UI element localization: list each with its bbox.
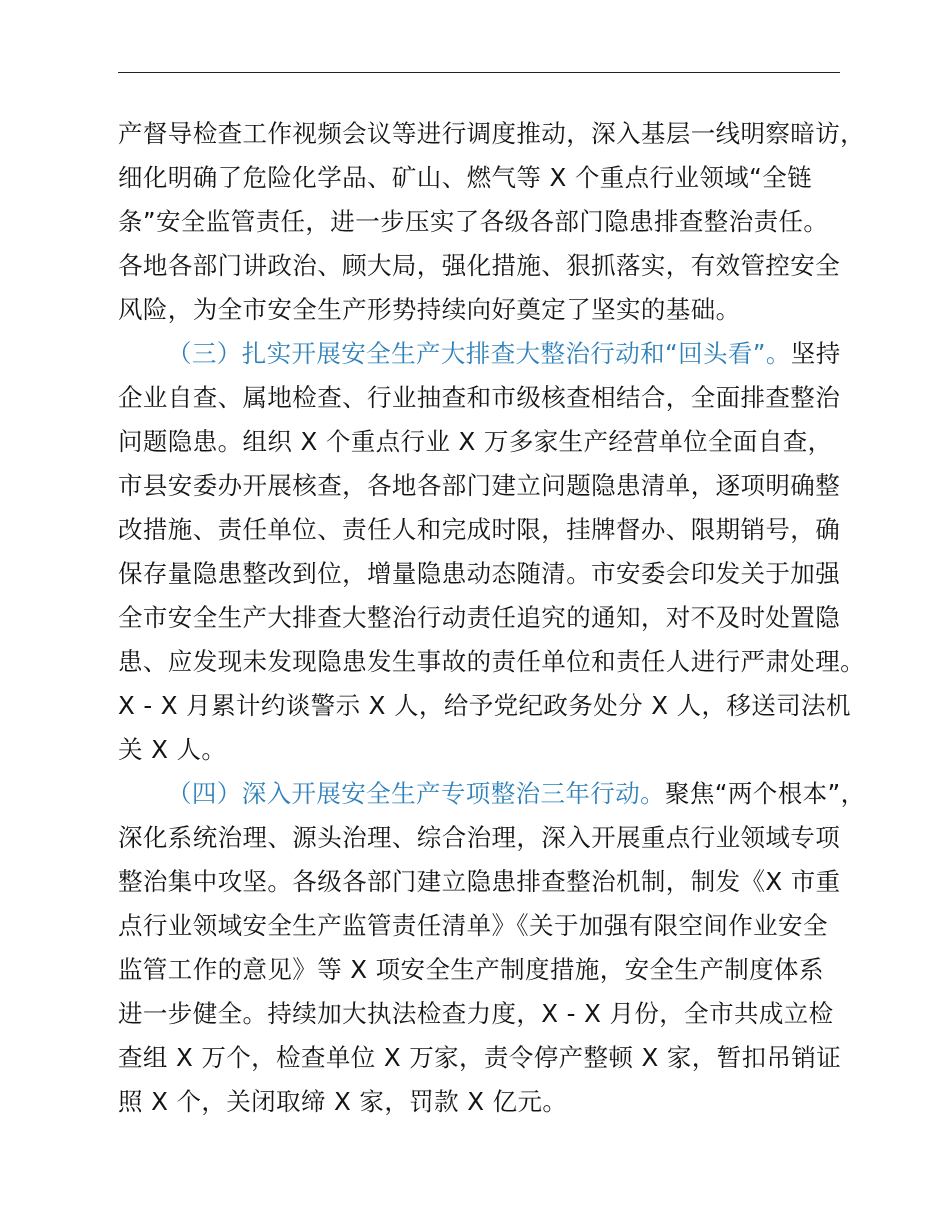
section-3-first-line-text: 坚持 (790, 339, 841, 368)
document-body (118, 112, 866, 1124)
text-line: 细化明确了危险化学品、矿山、燃气等 X 个重点行业领域“全链 (118, 163, 813, 192)
text-line: 企业自查、属地检查、行业抽查和市级核查相结合，全面排查整治 (118, 383, 841, 412)
text-line: 条”安全监管责任，进一步压实了各级各部门隐患排查整治责任。 (118, 207, 829, 236)
text-line: 监管工作的意见》等 X 项安全生产制度措施，安全生产制度体系 (118, 955, 824, 984)
text-line: 查组 X 万个，检查单位 X 万家，责令停产整顿 X 家，暂扣吊销证 (118, 1043, 842, 1072)
text-line: 各地各部门讲政治、顾大局，强化措施、狠抓落实，有效管控安全 (118, 251, 841, 280)
text-line: 整治集中攻坚。各级各部门建立隐患排查整治机制，制发《X 市重 (118, 867, 841, 896)
section-4-heading: （四）深入开展安全生产专项整治三年行动。 (167, 779, 665, 808)
text-line: 保存量隐患整改到位，增量隐患动态随清。市安委会印发关于加强 (118, 559, 841, 588)
text-line: 关 X 人。 (118, 735, 227, 764)
text-line: 进一步健全。持续加大执法检查力度，X - X 月份，全市共成立检 (118, 999, 834, 1028)
text-line: 全市安全生产大排查大整治行动责任追究的通知，对不及时处置隐 (118, 603, 841, 632)
text-line: 市县安委办开展核查，各地各部门建立问题隐患清单，逐项明确整 (118, 471, 841, 500)
text-line: 深化系统治理、源头治理、综合治理，深入开展重点行业领域专项 (118, 823, 841, 852)
section-3-heading: （三）扎实开展安全生产大排查大整治行动和“回头看”。 (167, 339, 791, 368)
text-line: 改措施、责任单位、责任人和完成时限，挂牌督办、限期销号，确 (118, 515, 841, 544)
section-3-first-line (118, 332, 860, 376)
text-line: 风险，为全市安全生产形势持续向好奠定了坚实的基础。 (118, 295, 741, 324)
header-divider (118, 72, 840, 73)
section-3-paragraph (118, 332, 865, 772)
text-line: 问题隐患。组织 X 个重点行业 X 万多家生产经营单位全面自查， (118, 427, 833, 456)
text-line: X - X 月累计约谈警示 X 人，给予党纪政务处分 X 人，移送司法机 (118, 691, 851, 720)
text-line: 产督导检查工作视频会议等进行调度推动，深入基层一线明察暗访， (118, 119, 865, 148)
text-line: 点行业领域安全生产监管责任清单》《关于加强有限空间作业安全 (118, 911, 828, 940)
section-4-first-line-text: 聚焦“两个根本”， (665, 779, 866, 808)
intro-paragraph (118, 112, 865, 332)
section-4-paragraph (118, 772, 866, 1124)
text-line: 患、应发现未发现隐患发生事故的责任单位和责任人进行严肃处理。 (118, 647, 865, 676)
text-line: 照 X 个，关闭取缔 X 家，罚款 X 亿元。 (118, 1087, 568, 1116)
section-4-first-line (118, 772, 866, 816)
